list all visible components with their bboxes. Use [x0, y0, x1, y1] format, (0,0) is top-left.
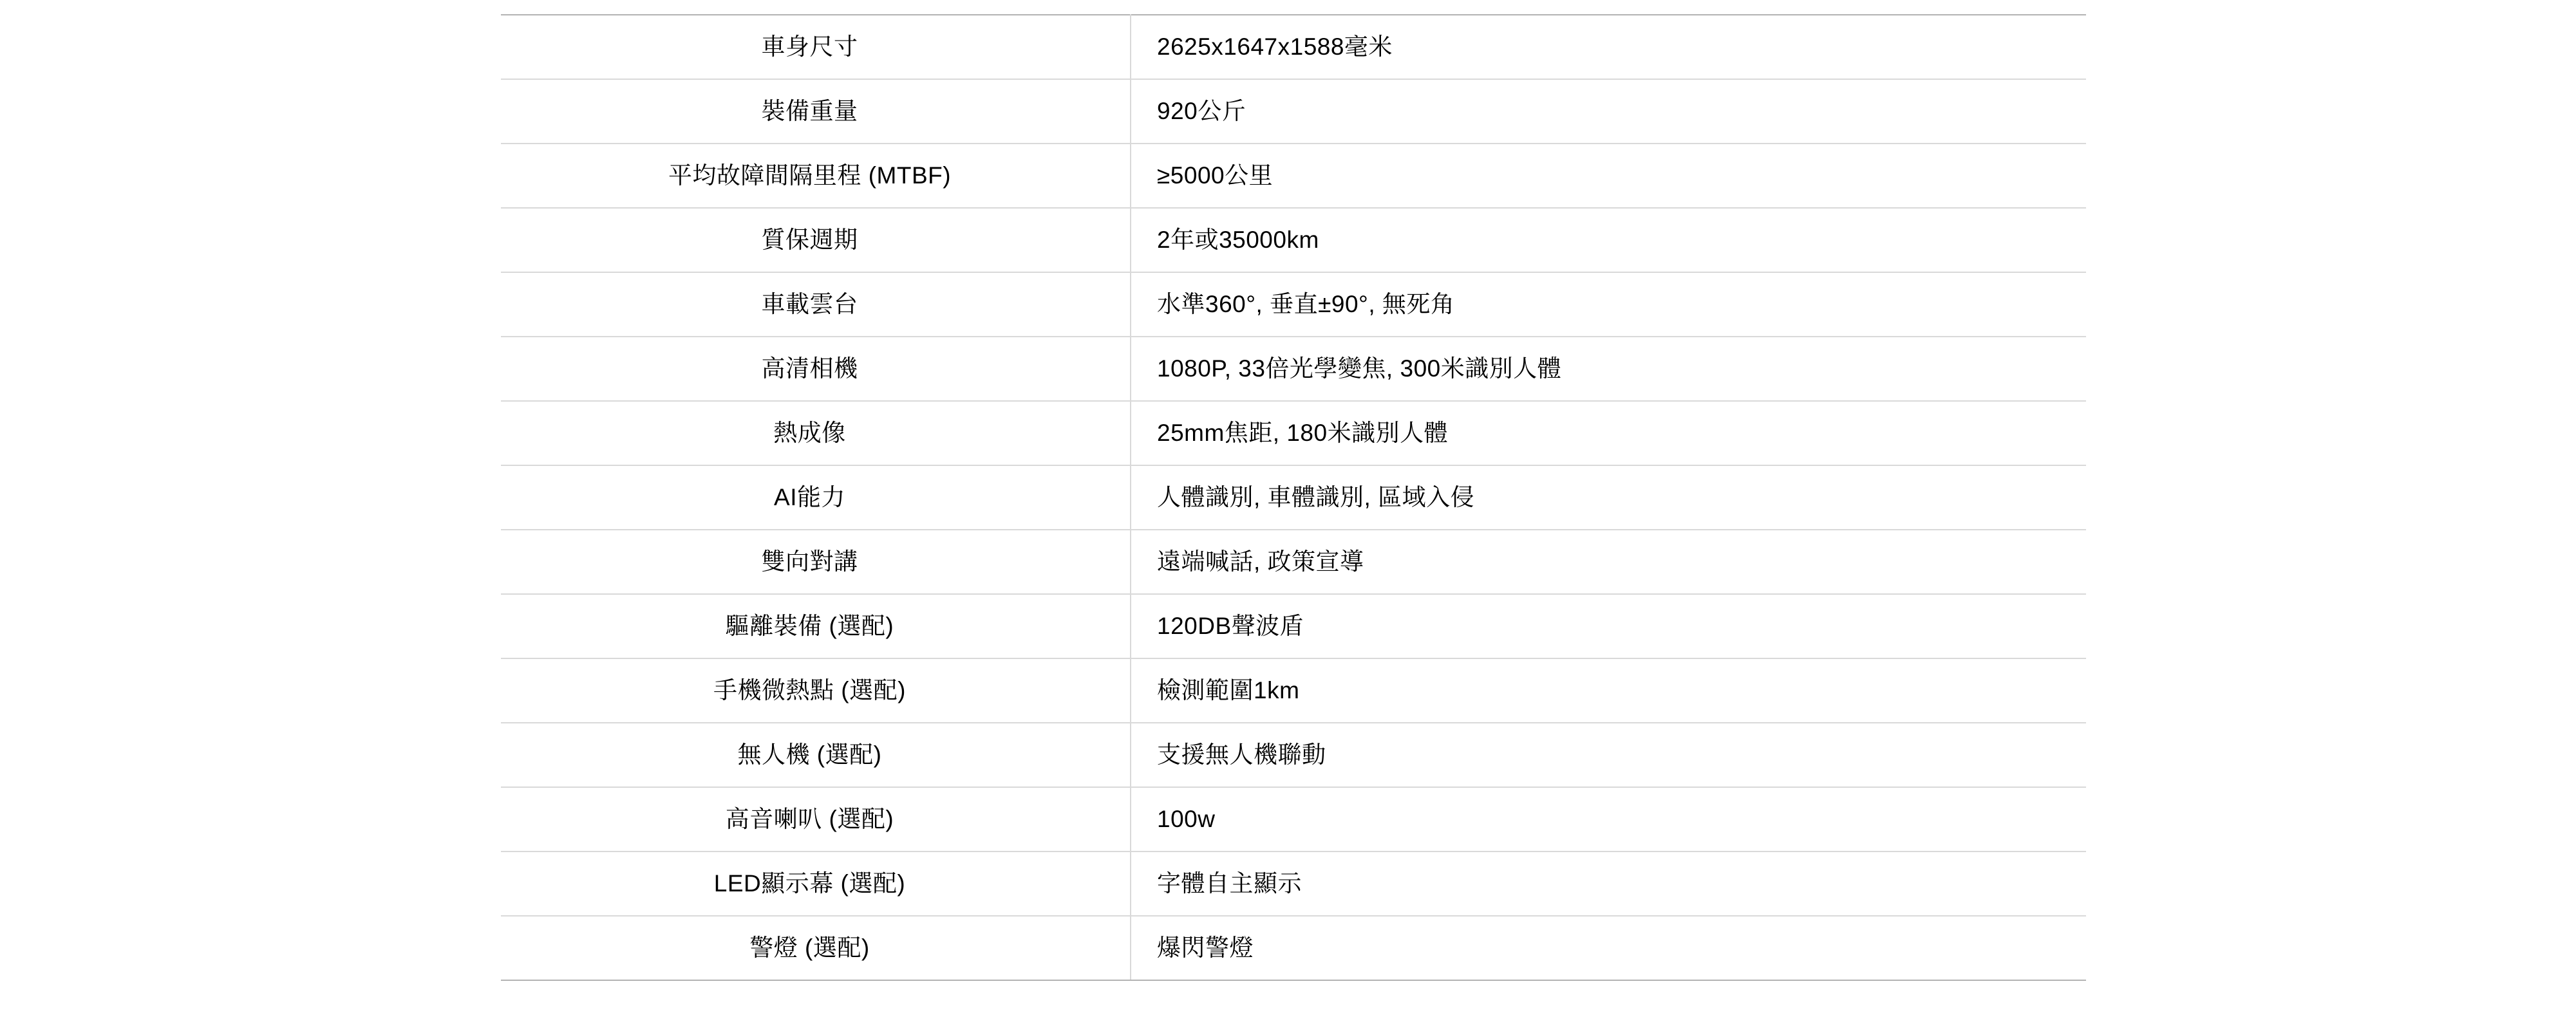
spec-value-cell: 2625x1647x1588毫米 — [1131, 15, 2086, 79]
table-row — [501, 144, 2086, 208]
table-row — [501, 723, 2086, 787]
table-row — [501, 272, 2086, 337]
spec-label-cell: 車身尺寸 — [501, 15, 1131, 79]
spec-label-cell: 質保週期 — [501, 208, 1131, 272]
spec-value-cell: 100w — [1131, 787, 2086, 852]
table-row — [501, 787, 2086, 852]
table-row — [501, 208, 2086, 272]
spec-value-cell: 遠端喊話, 政策宣導 — [1131, 530, 2086, 594]
table-row — [501, 79, 2086, 144]
table-row — [501, 852, 2086, 916]
spec-value-cell: 檢測範圍1km — [1131, 658, 2086, 723]
table-row — [501, 594, 2086, 658]
spec-value-cell: 25mm焦距, 180米識別人體 — [1131, 401, 2086, 465]
spec-value-cell: 120DB聲波盾 — [1131, 594, 2086, 658]
table-row — [501, 916, 2086, 980]
specification-table-body — [501, 15, 2086, 980]
spec-label-cell: 手機微熱點 (選配) — [501, 658, 1131, 723]
table-row — [501, 15, 2086, 79]
spec-value-cell: 字體自主顯示 — [1131, 852, 2086, 916]
spec-label-cell: 驅離裝備 (選配) — [501, 594, 1131, 658]
spec-value-cell: 人體識別, 車體識別, 區域入侵 — [1131, 465, 2086, 530]
spec-value-cell: 水準360°, 垂直±90°, 無死角 — [1131, 272, 2086, 337]
table-row — [501, 658, 2086, 723]
table-row — [501, 337, 2086, 401]
spec-value-cell: 2年或35000km — [1131, 208, 2086, 272]
spec-label-cell: 高清相機 — [501, 337, 1131, 401]
spec-label-cell: 警燈 (選配) — [501, 916, 1131, 980]
table-row — [501, 401, 2086, 465]
table-row — [501, 465, 2086, 530]
spec-label-cell: 平均故障間隔里程 (MTBF) — [501, 144, 1131, 208]
spec-label-cell: 無人機 (選配) — [501, 723, 1131, 787]
spec-label-cell: LED顯示幕 (選配) — [501, 852, 1131, 916]
spec-value-cell: 爆閃警燈 — [1131, 916, 2086, 980]
spec-label-cell: 熱成像 — [501, 401, 1131, 465]
spec-value-cell: 支援無人機聯動 — [1131, 723, 2086, 787]
spec-label-cell: 高音喇叭 (選配) — [501, 787, 1131, 852]
spec-label-cell: 裝備重量 — [501, 79, 1131, 144]
spec-label-cell: 雙向對講 — [501, 530, 1131, 594]
table-row — [501, 530, 2086, 594]
spec-value-cell: 1080P, 33倍光學變焦, 300米識別人體 — [1131, 337, 2086, 401]
spec-value-cell: 920公斤 — [1131, 79, 2086, 144]
spec-value-cell: ≥5000公里 — [1131, 144, 2086, 208]
spec-label-cell: 車載雲台 — [501, 272, 1131, 337]
spec-label-cell: AI能力 — [501, 465, 1131, 530]
specification-table — [501, 14, 2086, 981]
